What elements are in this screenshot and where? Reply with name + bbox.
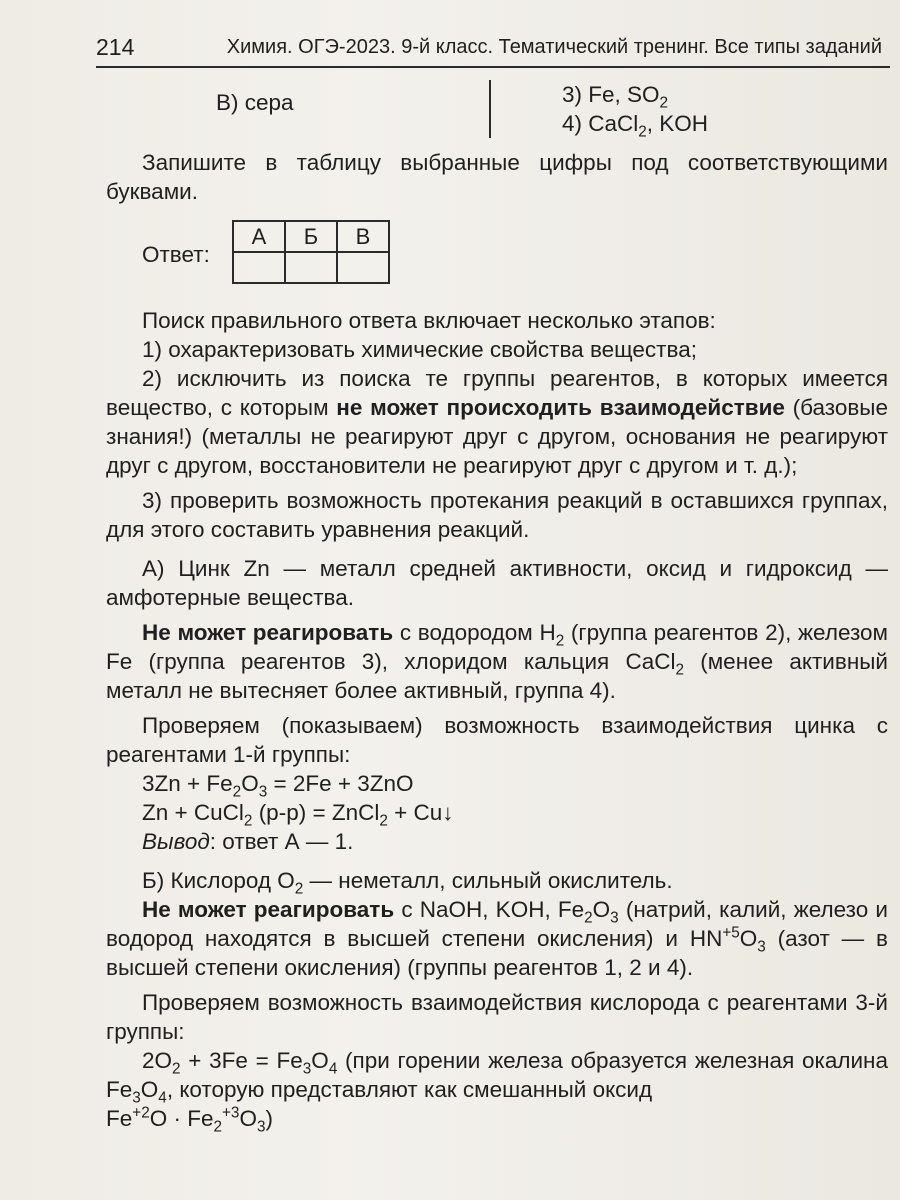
- part-a-exclusions: Не может реагировать с водородом $H_2$ (группа реагентов 2), железом Fe (группа реагентов 3), хлоридом кальция CaCl$_2$ (менее активный металл не вытесняет более активный, группа 4).: [106, 620, 889, 703]
- reagent-groups: [562, 80, 709, 141]
- answer-header-b: Б: [285, 221, 337, 252]
- instruction-text: Запишите в таблицу выбранные цифры под соответствующими буквами.: [106, 150, 888, 204]
- answer-table: [232, 220, 390, 284]
- answer-header-a: А: [233, 221, 285, 252]
- option-v: В) сера: [216, 90, 294, 115]
- answer-header-v: В: [337, 221, 389, 252]
- part-b-exclusions: Не может реагировать с NaOH, KOH, $Fe_2O_3$ (натрий, калий, железо и водород находятся в высшей степени окисления) и $HN^{+5}O_3$ (азот — в высшей степени окисления) (группы реагентов 1, 2 и 4).: [106, 897, 888, 980]
- reagent-options: [106, 80, 888, 141]
- page-number: 214: [96, 34, 135, 60]
- equation-zn-fe2o3: $3Zn + Fe_2O_3 = 2Fe + 3ZnO$: [142, 771, 414, 801]
- equation-zn-cucl2: Zn + CuCl$_2$ (р-р) = ZnCl$_2$ + Cu↓: [142, 800, 454, 830]
- column-divider: [489, 80, 491, 138]
- mixed-oxide-formula: $Fe^{+2}O \cdot Fe_2^{+3}O_3$): [106, 1104, 273, 1136]
- answer-block: [106, 220, 888, 294]
- page-content: [106, 80, 889, 1136]
- answer-cell-v[interactable]: [337, 252, 389, 283]
- step-2: 2) исключить из поиска те группы реагентов, в которых имеется вещество, с которым не может происходить взаимодействие (базовые знания!) (металлы не реагируют друг с другом, основания не реагируют друг с другом, восстановители не реагируют друг с другом и т. д.);: [106, 366, 888, 478]
- part-a-check: Проверяем (показываем) возможность взаимодействия цинка с реагентами 1-й группы:: [106, 713, 888, 767]
- equation-o2-fe: $2O_2 + 3Fe = Fe_3O_4$ (при горении железа образуется железная окалина $Fe_3O_4$, которую представляют как смешанный оксид: [106, 1048, 888, 1107]
- answer-label: Ответ:: [142, 242, 210, 267]
- part-a-intro: А) Цинк Zn — металл средней активности, оксид и гидроксид — амфотерные вещества.: [106, 556, 888, 610]
- answer-cell-b[interactable]: [285, 252, 337, 283]
- running-head: [96, 30, 890, 68]
- step-1: 1) охарактеризовать химические свойства вещества;: [142, 337, 697, 362]
- reagent-group-3: 3) Fe, $SO_2$: [562, 82, 669, 112]
- reagent-group-4: 4) CaCl$_2$, KOH: [562, 111, 709, 141]
- conclusion-a: Вывод: ответ А — 1.: [142, 829, 354, 854]
- part-b-intro: Б) Кислород $O_2$ — неметалл, сильный окислитель.: [142, 868, 673, 898]
- step-3: 3) проверить возможность протекания реакций в оставшихся группах, для этого составить уравнения реакций.: [106, 488, 888, 542]
- running-title: Химия. ОГЭ-2023. 9-й класс. Тематический тренинг. Все типы заданий: [226, 36, 882, 58]
- search-intro: Поиск правильного ответа включает несколько этапов:: [142, 308, 716, 333]
- part-b-check: Проверяем возможность взаимодействия кислорода с реагентами 3-й группы:: [106, 990, 888, 1044]
- answer-cell-a[interactable]: [233, 252, 285, 283]
